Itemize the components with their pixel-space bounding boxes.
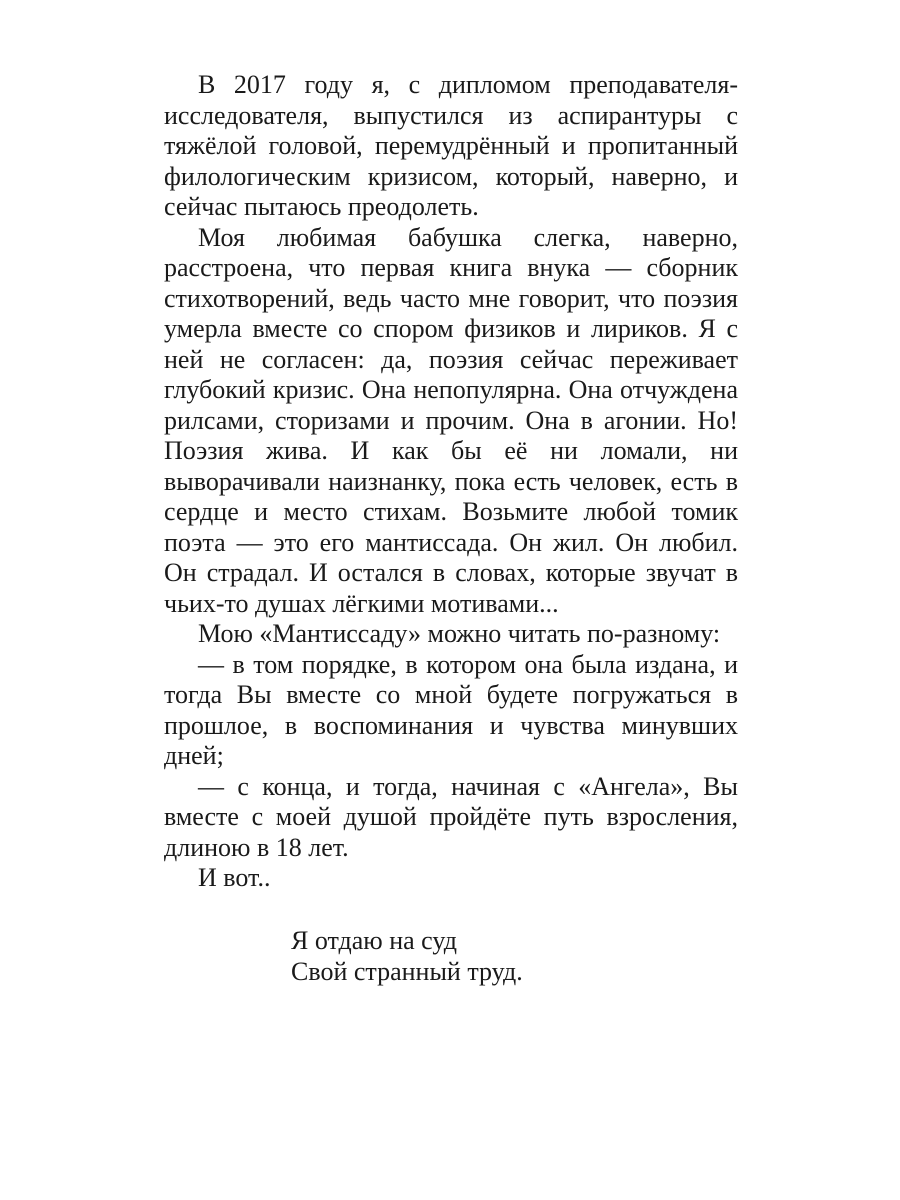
paragraph-reading-reverse: — с конца, и тогда, начиная с «Ангела», Вы вместе с моей душой пройдёте путь взросления, длиною в 18 лет. bbox=[164, 771, 738, 862]
body-text bbox=[164, 70, 738, 894]
verse-line-1: Я отдаю на суд bbox=[291, 926, 457, 955]
verse-quote bbox=[291, 926, 523, 987]
paragraph-reading-order: — в том порядке, в котором она была издана, и тогда Вы вместе со мной будете погружаться в прошлое, в воспоминания и чувства минувших дней; bbox=[164, 649, 738, 770]
paragraph-reading-ways: Мою «Мантиссаду» можно читать по-разному: bbox=[198, 619, 721, 648]
verse-line-2: Свой странный труд. bbox=[291, 956, 523, 986]
paragraph-and-so: И вот.. bbox=[198, 863, 271, 892]
paragraph-graduation: В 2017 году я, с дипломом преподавателя-исследователя, выпустился из аспирантуры с тяжёлой головой, перемудрённый и пропитанный филологическим кризисом, который, наверно, и сейчас пытаюсь преодолеть. bbox=[164, 70, 738, 221]
paragraph-poetry-crisis: Моя любимая бабушка слегка, наверно, расстроена, что первая книга внука — сборник стихотворений, ведь часто мне говорит, что поэзия умерла вместе со спором физиков и лириков. Я с ней не согласен: да, поэзия сейчас переживает глубокий кризис. Она непопулярна. Она отчуждена рилсами, сторизами и прочим. Она в агонии. Но! Поэзия жива. И как бы её ни ломали, ни выворачивали наизнанку, пока есть человек, есть в сердце и место стихам. Возьмите любой томик поэта — это его мантиссада. Он жил. Он любил. Он страдал. И остался в словах, которые звучат в чьих-то душах лёгкими мотивами... bbox=[164, 222, 738, 618]
